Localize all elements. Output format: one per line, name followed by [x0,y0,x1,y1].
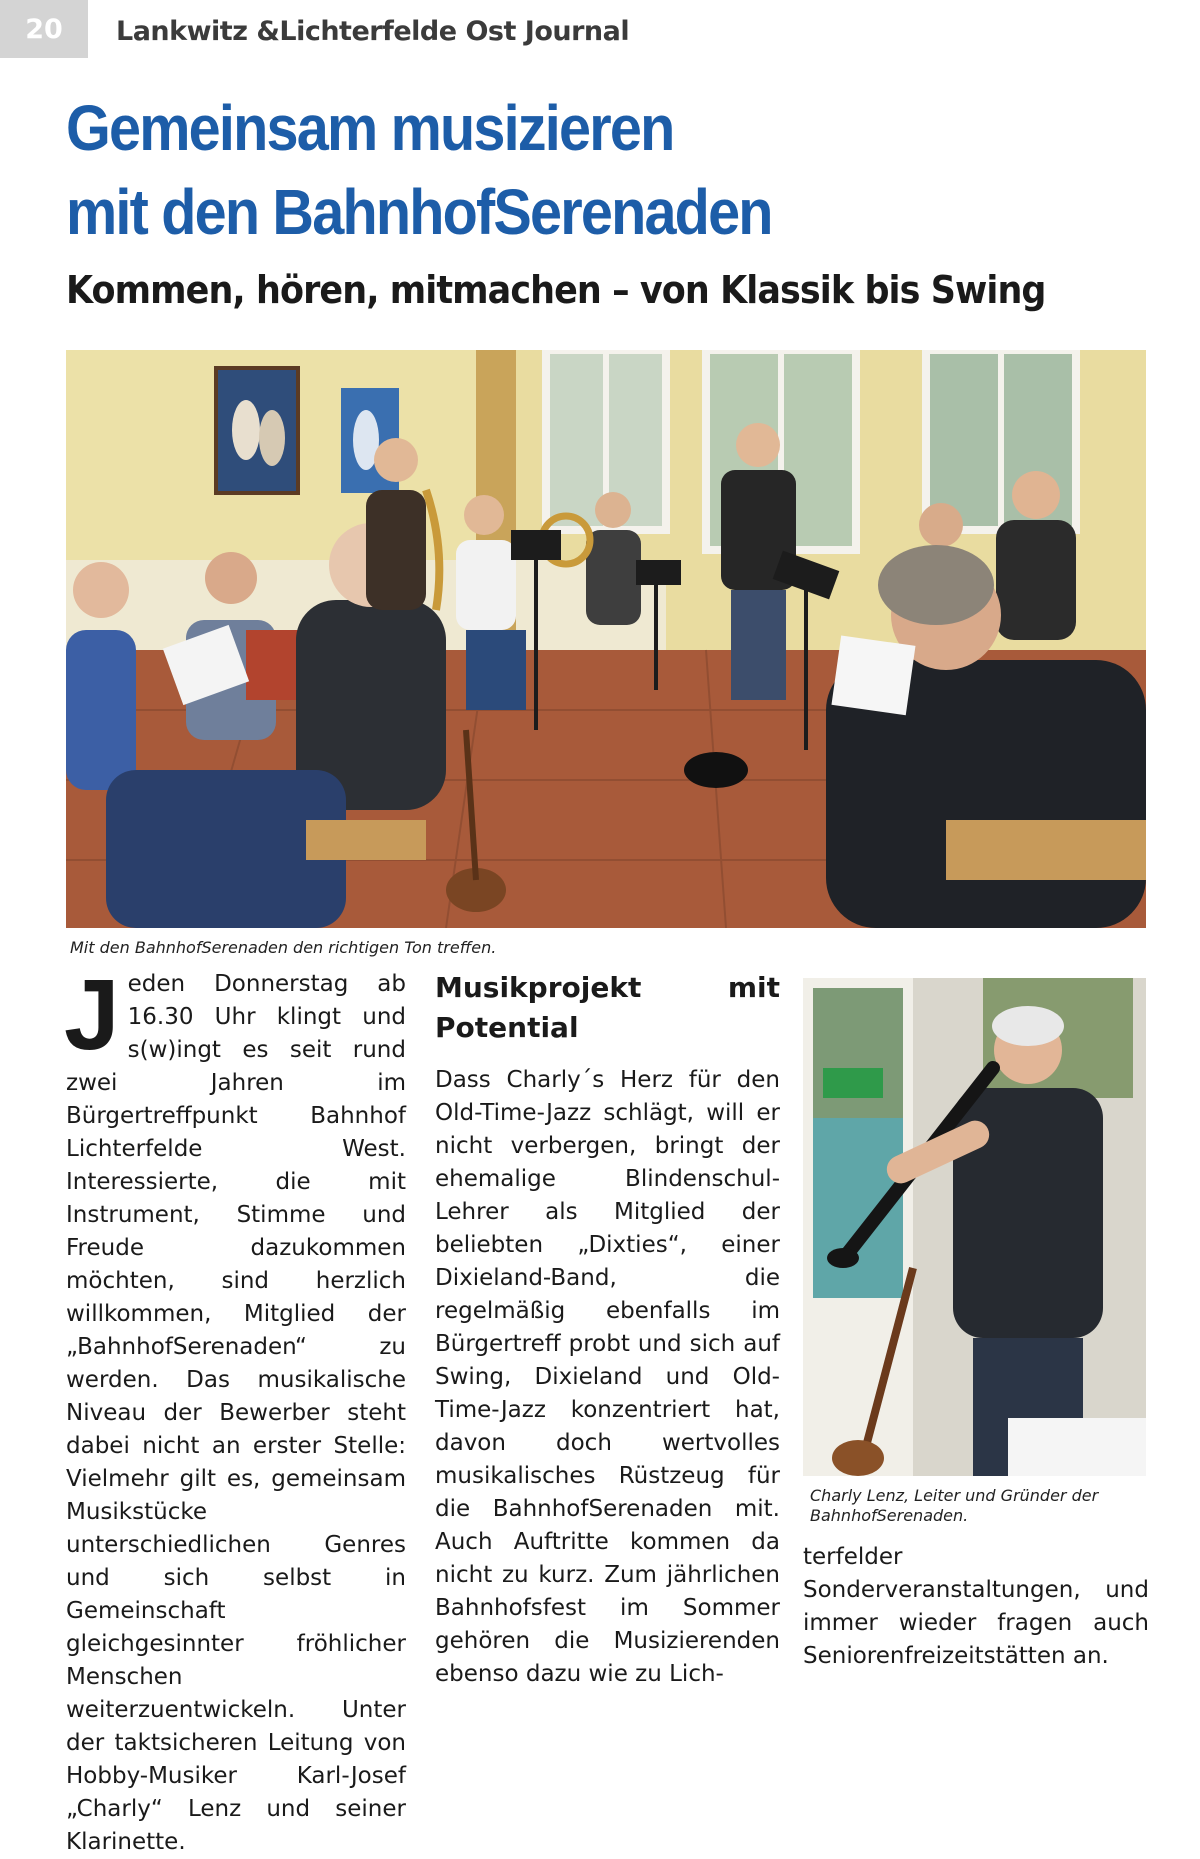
headline-line-2: mit den BahnhofSerenaden [66,176,772,248]
article-column-2 [435,968,780,1691]
article-column-1 [64,959,406,1859]
column-3-text: terfelder Sonderveranstaltungen, und immer wieder fragen auch Seniorenfreizeitstätten an. [803,1544,1149,1669]
side-photo-caption: Charly Lenz, Leiter und Gründer der BahnhofSerenaden. [810,1486,1099,1525]
side-photo-charly-lenz [803,978,1146,1476]
headline-line-1: Gemeinsam musizieren [66,92,674,164]
column-1-text: eden Donnerstag ab 16.30 Uhr klingt und s(w)ingt es seit rund zwei Jahren im Bürgertreffpunkt Bahnhof Lichterfelde West. Interessierte, die mit Instrument, Stimme und Freude dazukommen möchten, sind herzlich willkommen, Mitglied der „BahnhofSerenaden“ zu werden. Das musikalische Niveau der Bewerber steht dabei nicht an erster Stelle: Vielmehr gilt es, gemeinsam Musikstücke unterschiedlichen Genres und sich selbst in Gemeinschaft gleichgesinnter fröhlicher Menschen weiterzuentwickeln. Unter der taktsicheren Leitung von Hobby-Musiker Karl-Josef „Charly“ Lenz und seiner Klarinette. [66,971,406,1855]
main-photo-rehearsal [66,350,1146,928]
dropcap-letter: J [64,959,120,1071]
main-photo-caption: Mit den BahnhofSerenaden den richtigen Ton treffen. [70,938,497,957]
column-2-text: Dass Charly´s Herz für den Old-Time-Jazz schlägt, will er nicht verbergen, bringt der ehemalige Blindenschul-Lehrer als Mitglied der beliebten „Dixties“, einer Dixieland-Band, die regelmäßig ebenfalls im Bürgertreff probt und sich auf Swing, Dixieland und Old-Time-Jazz konzentriert hat, davon doch wertvolles musikalisches Rüstzeug für die BahnhofSerenaden mit. Auch Auftritte kommen da nicht zu kurz. Zum jährlichen Bahnhofsfest im Sommer gehören die Musizierenden ebenso dazu wie zu Lich- [435,1067,780,1687]
article-subheadline: Kommen, hören, mitmachen – von Klassik bis Swing [66,268,1046,312]
journal-title: Lankwitz &Lichterfelde Ost Journal [116,16,630,47]
article-column-3 [803,1541,1149,1673]
page-number: 20 [0,0,88,58]
article-headline [66,86,1038,254]
column-2-heading: Musikprojekt mit Potential [435,971,780,1044]
